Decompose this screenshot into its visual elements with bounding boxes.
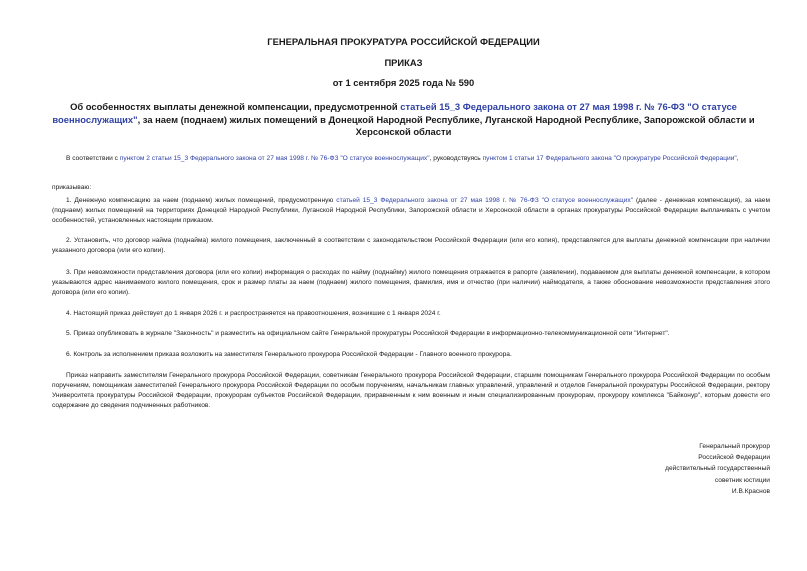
order-word: приказываю:	[52, 184, 92, 191]
document-title	[36, 101, 771, 139]
title-text-end: , за наем (поднаем) жилых помещений в Донецкой Народной Республике, Луганской Народной Республике, Запорожской области и Херсонской области	[137, 113, 755, 137]
title-law-link[interactable]: статьей 15_3 Федерального закона от 27 мая 1998 г. № 76-ФЗ "О статусе военнослужащих"	[52, 101, 737, 125]
organization-heading: ГЕНЕРАЛЬНАЯ ПРОКУРАТУРА РОССИЙСКОЙ ФЕДЕРАЦИИ	[267, 36, 540, 47]
preamble-text-1: В соответствии с	[66, 155, 120, 162]
preamble-text-3: ,	[736, 155, 739, 162]
item-1-law-link[interactable]: статьей 15_3 Федерального закона от 27 мая 1998 г. № 76-ФЗ "О статусе военнослужащих"	[336, 197, 634, 204]
preamble-text-2: , руководствуясь	[429, 155, 483, 162]
date-number-heading: от 1 сентября 2025 года № 590	[332, 77, 475, 88]
document-type-heading: ПРИКАЗ	[384, 57, 423, 68]
signature-position-line-1: Генеральный прокурор	[699, 443, 770, 450]
distribution-paragraph: Приказ направить заместителям Генерального прокурора Российской Федерации, советникам Генерального прокурора Российской Федерации, старшим помощникам Генерального прокурора Российской Федерации по особым поручениям, помощникам заместителей Генерального прокурора Российской Федерации по особым поручениям, начальникам главных управлений, управлений и отделов Генеральной прокуратуры Российской Федерации, ректору Университета прокуратуры Российской Федерации, прокурорам субъектов Российской Федерации, приравненным к ним военным и иным специализированным прокурорам, прокурору комплекса "Байконур", которым довести его содержание до сведения подчиненных работников.	[52, 372, 770, 409]
signature-position-line-2: Российской Федерации	[698, 454, 770, 462]
preamble-law-link[interactable]: пунктом 2 статьи 15_3 Федерального закона от 27 мая 1998 г. № 76-ФЗ "О статусе военнослужащих"	[119, 155, 430, 162]
item-4-paragraph: 4. Настоящий приказ действует до 1 января 2026 г. и распространяется на правоотношения, возникшие с 1 января 2024 г.	[66, 310, 441, 317]
signature-rank-line-2: советник юстиции	[714, 476, 770, 484]
signature-name: И.В.Краснов	[731, 487, 770, 495]
item-6-paragraph: 6. Контроль за исполнением приказа возложить на заместителя Генерального прокурора Российской Федерации - Главного военного прокурора.	[66, 351, 512, 358]
preamble-paragraph	[52, 154, 770, 164]
item-1-paragraph	[52, 196, 770, 226]
signature-block	[610, 441, 770, 497]
item-3-paragraph: 3. При невозможности представления договора (или его копии) информация о расходах по найму (поднайму) жилого помещения отражается в рапорте (заявлении), подаваемом для выплаты денежной компенсации, в котором указываются адрес нанимаемого жилого помещения, срок и размер платы за наем (поднаем) жилого помещения, фамилия, имя и отчество (при наличии) наймодателя, а также обоснование невозможности представления этого договора (или его копии).	[52, 269, 770, 296]
item-1-text-end: (далее - денежная компенсация), за наем (поднаем) жилых помещений на территориях Донецкой Народной Республики, Луганской Народной Республики, Запорожской области и Херсонской области в органах прокуратуры Российской Федерации выплачивать с учетом особенностей, установленных настоящим приказом.	[52, 197, 770, 224]
signature-rank-line-1: действительный государственный	[665, 465, 770, 473]
preamble-prosecution-law-link[interactable]: пунктом 1 статьи 17 Федерального закона "О прокуратуре Российской Федерации"	[482, 155, 737, 162]
item-1-text-start: 1. Денежную компенсацию за наем (поднаем) жилых помещений, предусмотренную	[66, 197, 337, 204]
title-text-start: Об особенностях выплаты денежной компенсации, предусмотренной	[70, 101, 401, 112]
item-5-paragraph: 5. Приказ опубликовать в журнале "Законность" и разместить на официальном сайте Генеральной прокуратуры Российской Федерации в информационно-телекоммуникационной сети "Интернет".	[66, 330, 670, 337]
item-2-paragraph: 2. Установить, что договор найма (поднайма) жилого помещения, заключенный в соответствии с законодательством Российской Федерации (или его копия), представляется для выплаты денежной компенсации при наличии указанного договора (или его копии).	[52, 237, 770, 254]
